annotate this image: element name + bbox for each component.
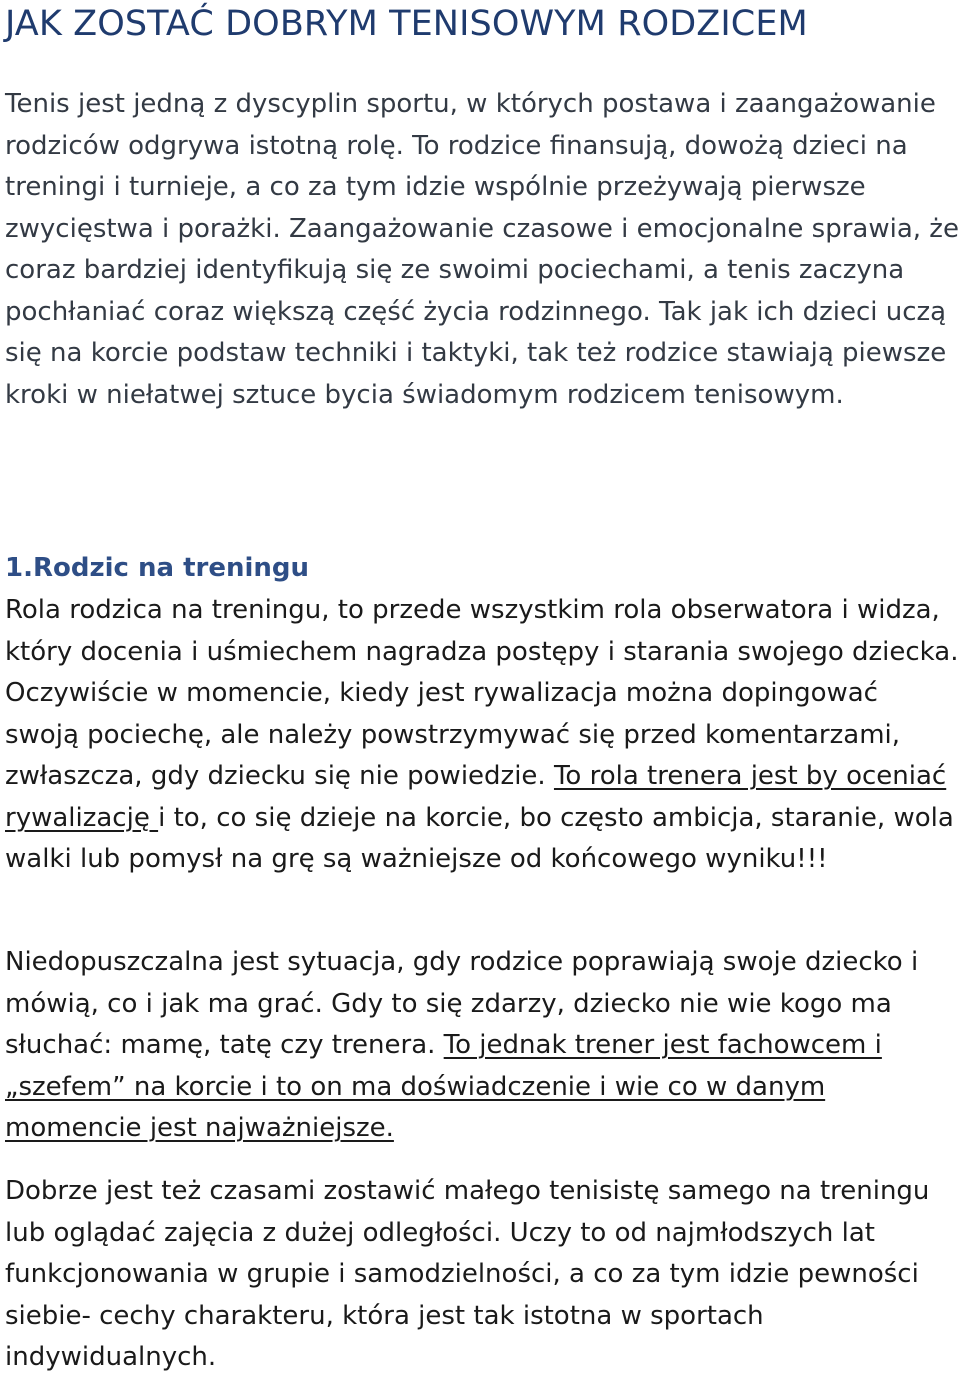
paragraph-2-text-a: Niedopuszczalna jest sytuacja, gdy rodzice poprawiają swoje dziecko i mówią, co i jak ma grać. Gdy to się zdarzy, dziecko nie wie kogo ma słuchać: mamę, tatę czy trenera. (5, 947, 919, 1060)
paragraph-1-underlined: To rola trenera jest by oceniać rywalizację (5, 761, 947, 833)
paragraph-1-text-a: Rola rodzica na treningu, to przede wszystkim rola obserwatora i widza, który docenia i uśmiechem nagradza postępy i starania swojego dziecka. Oczywiście w momencie, kiedy jest rywalizacja można dopingować swoją pociechę, ale należy powstrzymywać się przed komentarzami, zwłaszcza, gdy dziecku się nie powiedzie. (5, 595, 959, 791)
document-title: JAK ZOSTAĆ DOBRYM TENISOWYM RODZICEM (5, 4, 808, 44)
paragraph-2 (5, 942, 960, 1150)
paragraph-1-text-b: i to, co się dzieje na korcie, bo często ambicja, staranie, wola walki lub pomysł na grę są ważniejsze od końcowego wyniku!!! (5, 802, 954, 874)
section-heading: 1.Rodzic na treningu (5, 553, 310, 583)
paragraph-3: Dobrze jest też czasami zostawić małego tenisistę samego na treningu lub oglądać zajęcia z dużej odległości. Uczy to od najmłodszych lat funkcjonowania w grupie i samodzielności, a co za tym idzie pewności siebie- cechy charakteru, która jest tak istotna w sportach indywidualnych. (5, 1176, 930, 1372)
paragraph-2-underlined: To jednak trener jest fachowcem i „szefem” na korcie i to on ma doświadczenie i wie co w danym momencie jest najważniejsze. (5, 1030, 882, 1143)
intro-paragraph: Tenis jest jedną z dyscyplin sportu, w których postawa i zaangażowanie rodziców odgrywa istotną rolę. To rodzice finansują, dowożą dzieci na treningi i turnieje, a co za tym idzie wspólnie przeżywają pierwsze zwycięstwa i porażki. Zaangażowanie czasowe i emocjonalne sprawia, że coraz bardziej identyfikują się ze swoimi pociechami, a tenis zaczyna pochłaniać coraz większą część życia rodzinnego. Tak jak ich dzieci uczą się na korcie podstaw techniki i taktyki, tak też rodzice stawiają piewsze kroki w niełatwej sztuce bycia świadomym rodzicem tenisowym. (5, 89, 959, 410)
paragraph-1 (5, 590, 960, 881)
